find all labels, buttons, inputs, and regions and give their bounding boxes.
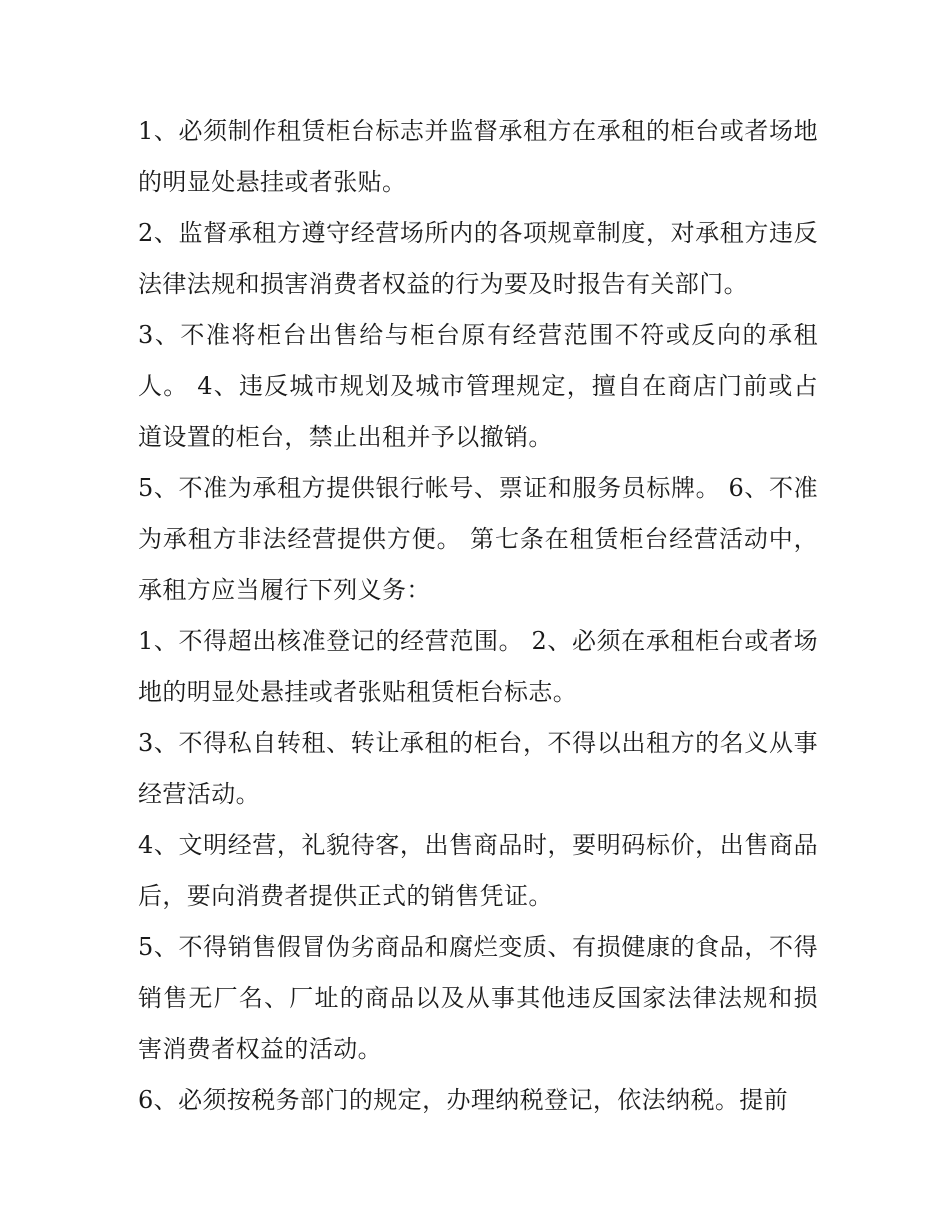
paragraph: 1、必须制作租赁柜台标志并监督承租方在承租的柜台或者场地的明显处悬挂或者张贴。: [138, 117, 818, 196]
paragraph: 6、必须按税务部门的规定，办理纳税登记，依法纳税。提前: [138, 1086, 789, 1114]
paragraph: 3、不准将柜台出售给与柜台原有经营范围不符或反向的承租人。 4、违反城市规划及城市管理规定，擅自在商店门前或占道设置的柜台，禁止出租并予以撤销。: [138, 321, 818, 451]
paragraph: 1、不得超出核准登记的经营范围。 2、必须在承租柜台或者场地的明显处悬挂或者张贴租赁柜台标志。: [138, 627, 818, 706]
paragraph: 5、不得销售假冒伪劣商品和腐烂变质、有损健康的食品，不得销售无厂名、厂址的商品以及从事其他违反国家法律法规和损害消费者权益的活动。: [138, 933, 818, 1063]
paragraph: 3、不得私自转租、转让承租的柜台，不得以出租方的名义从事经营活动。: [138, 729, 818, 808]
document-body: [138, 106, 818, 1126]
paragraph: 5、不准为承租方提供银行帐号、票证和服务员标牌。 6、不准为承租方非法经营提供方便。 第七条在租赁柜台经营活动中，承租方应当履行下列义务：: [138, 474, 818, 604]
paragraph: 4、文明经营，礼貌待客，出售商品时，要明码标价，出售商品后，要向消费者提供正式的销售凭证。: [138, 831, 818, 910]
paragraph: 2、监督承租方遵守经营场所内的各项规章制度，对承租方违反法律法规和损害消费者权益的行为要及时报告有关部门。: [138, 219, 818, 298]
